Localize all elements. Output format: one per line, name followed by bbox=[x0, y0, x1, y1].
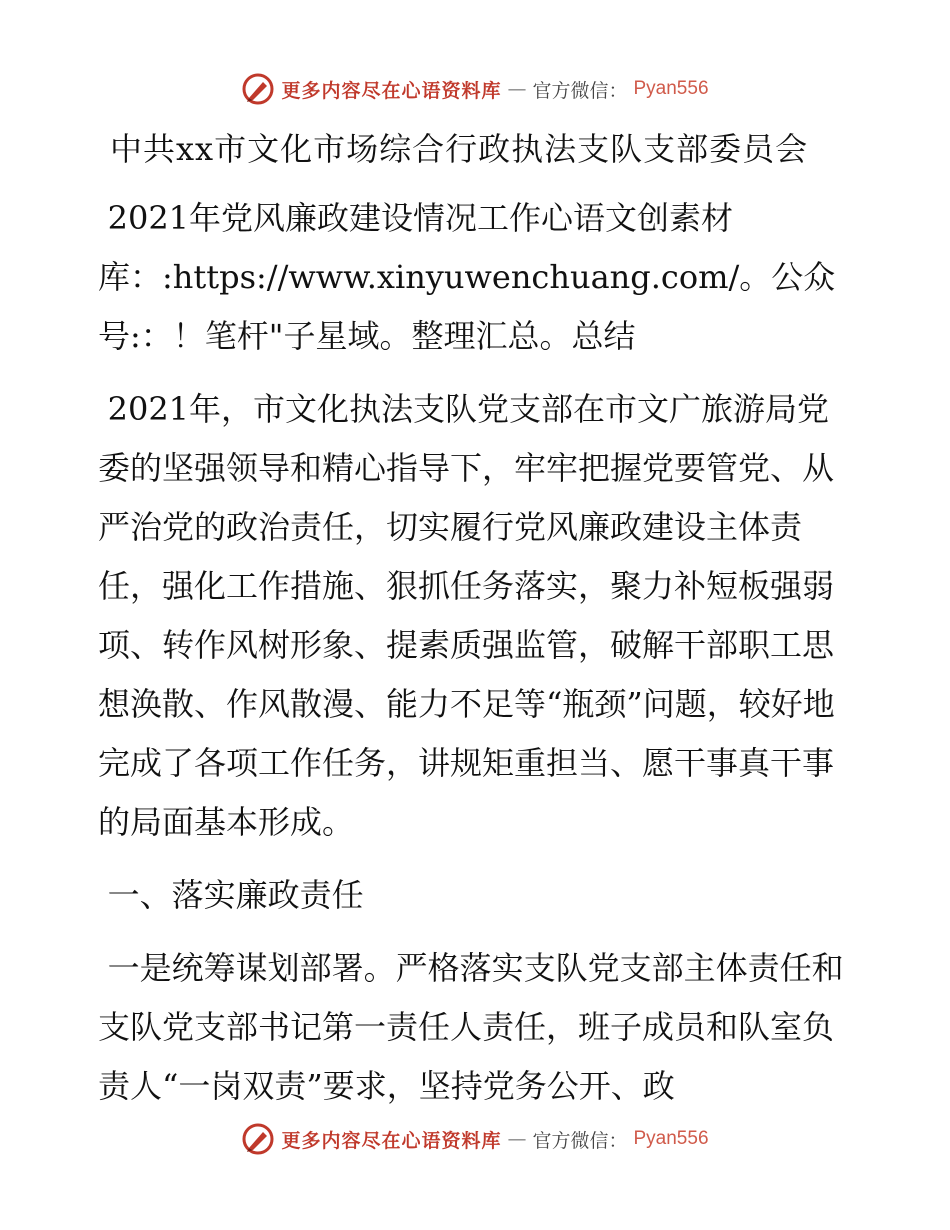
banner-dash: — bbox=[507, 1128, 527, 1150]
footer-banner bbox=[0, 1122, 950, 1156]
banner-wechat-id: Pyan556 bbox=[633, 78, 709, 99]
banner-wechat-id: Pyan556 bbox=[633, 1128, 709, 1149]
banner-dash: — bbox=[507, 78, 527, 100]
banner-wechat-label: 官方微信： bbox=[532, 79, 628, 102]
document-subtitle: 2021年党风廉政建设情况工作心语文创素材库：:https://www.xinyuwenchuang.com/。公众号:：！笔杆"子星域。整理汇总。总结 bbox=[98, 199, 836, 355]
pen-logo-icon bbox=[241, 72, 275, 106]
document-body bbox=[98, 120, 854, 1116]
section-paragraph: 一是统筹谋划部署。严格落实支队党支部主体责任和支队党支部书记第一责任人责任，班子成员和队室负责人“一岗双责”要求，坚持党务公开、政 bbox=[98, 949, 844, 1105]
document-title: 中共xx市文化市场综合行政执法支队支部委员会 bbox=[110, 130, 809, 168]
banner-slogan: 更多内容尽在心语资料库 bbox=[281, 1129, 502, 1152]
section-heading: 一、落实廉政责任 bbox=[107, 876, 364, 914]
banner-wechat-label: 官方微信： bbox=[532, 1129, 628, 1152]
pen-logo-icon bbox=[241, 1122, 275, 1156]
banner-slogan: 更多内容尽在心语资料库 bbox=[281, 79, 502, 102]
header-banner bbox=[0, 72, 950, 106]
intro-paragraph: 2021年，市文化执法支队党支部在市文广旅游局党委的坚强领导和精心指导下，牢牢把握党要管党、从严治党的政治责任，切实履行党风廉政建设主体责任，强化工作措施、狠抓任务落实，聚力补短板强弱项、转作风树形象、提素质强监管，破解干部职工思想涣散、作风散漫、能力不足等“瓶颈”问题，较好地完成了各项工作任务，讲规矩重担当、愿干事真干事的局面基本形成。 bbox=[98, 390, 835, 841]
